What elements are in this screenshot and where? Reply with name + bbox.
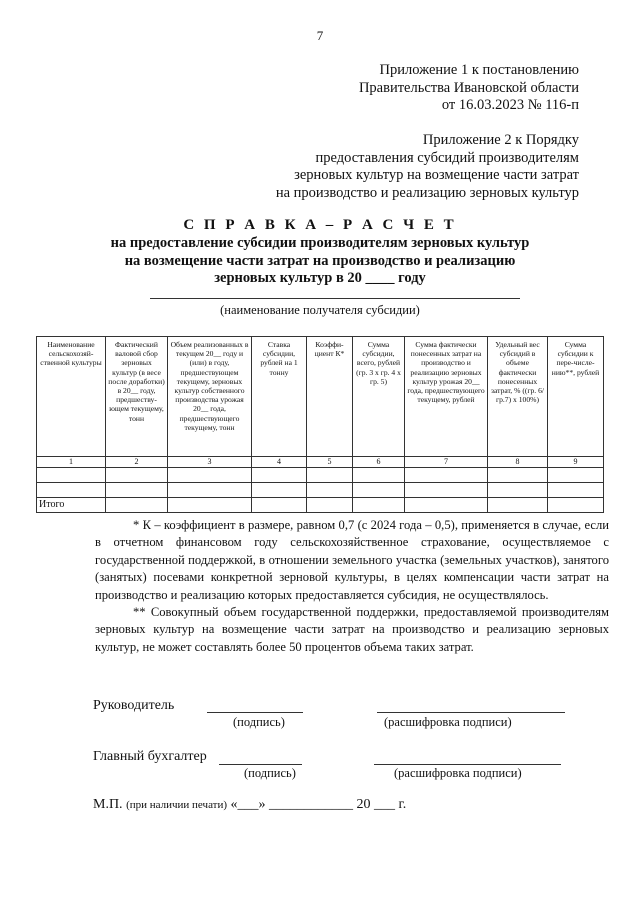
footnotes: [95, 517, 609, 656]
approval-line: от 16.03.2023 № 116-п: [441, 97, 579, 113]
accountant-decode-caption: (расшифровка подписи): [394, 766, 522, 780]
accountant-decode-field[interactable]: [374, 764, 561, 765]
table-cell[interactable]: [106, 483, 168, 498]
table-cell[interactable]: [548, 468, 604, 483]
table-cell[interactable]: [488, 468, 548, 483]
footnote-total-support: ** Совокупный объем государственной поддержки, предоставляемой производителям зерновых культур на возмещение части затрат на производство и реализацию зерновых культур, не может составлять более 50 процентов объема таких затрат.: [95, 605, 609, 654]
header-crop-name: Наименование сельскохозяй-ственной культуры: [37, 337, 106, 457]
recipient-caption: (наименование получателя субсидии): [220, 303, 420, 317]
table-cell[interactable]: [252, 498, 307, 513]
head-decode-field[interactable]: [377, 712, 565, 713]
recipient-name-field[interactable]: [150, 298, 520, 299]
table-cell[interactable]: [252, 468, 307, 483]
table-cell[interactable]: [37, 468, 106, 483]
table-cell[interactable]: [307, 498, 353, 513]
title-main: С П Р А В К А – Р А С Ч Е Т: [183, 217, 457, 233]
table-cell[interactable]: [168, 498, 252, 513]
table-cell[interactable]: [353, 483, 405, 498]
column-number: 9: [548, 457, 604, 468]
header-share-percent: Удельный вес субсидий в объеме фактически понесенных затрат, % ((гр. 6/ гр.7) х 100%): [488, 337, 548, 457]
head-decode-caption: (расшифровка подписи): [384, 715, 512, 729]
header-sold-volume: Объем реализованных в текущем 20__ году и (или) в году, предшествующем текущему, зерновых культур собственного производства урожая 20__ года, предшествующего текущему, тонн: [168, 337, 252, 457]
column-number: 1: [37, 457, 106, 468]
accountant-signature-caption: (подпись): [244, 766, 296, 780]
stamp-note: (при наличии печати): [126, 799, 228, 811]
approval-block-1: [359, 62, 579, 115]
column-number: 8: [488, 457, 548, 468]
column-number: 2: [106, 457, 168, 468]
header-actual-costs: Сумма фактически понесенных затрат на производство и реализацию зерновых культур урожая 20__ года, предшествующего текущему, рублей: [405, 337, 488, 457]
table-total-row: [37, 498, 604, 513]
title-line: на предоставление субсидии производителям зерновых культур: [110, 235, 530, 251]
head-signature-field[interactable]: [207, 712, 303, 713]
table-cell[interactable]: [405, 498, 488, 513]
title-line: на возмещение части затрат на производство и реализацию: [124, 252, 516, 269]
header-subsidy-rate: Ставка субсидии, рублей на 1 тонну: [252, 337, 307, 457]
table-cell[interactable]: [405, 468, 488, 483]
approval-line: предоставления субсидий производителям: [315, 149, 579, 166]
table-header-row: [37, 337, 604, 457]
table-cell[interactable]: [405, 483, 488, 498]
table-row: [37, 483, 604, 498]
table-cell[interactable]: [106, 498, 168, 513]
column-number: 3: [168, 457, 252, 468]
table-cell[interactable]: [353, 468, 405, 483]
approval-line: Приложение 2 к Порядку: [422, 132, 579, 148]
table-cell[interactable]: [168, 468, 252, 483]
footnote-coefficient: * К – коэффициент в размере, равном 0,7 (с 2024 года – 0,5), применяется в случае, если в отчетном финансовом году сельскохозяйственное страхование, осуществляемое с государственной поддержкой, в отношении земельного участка (земельных участков), занятого (занятых) посевами конкретной зерновой культуры, в целях компенсации части затрат на производство и реализацию которых предоставляется субсидия, не осуществлялось.: [95, 518, 609, 602]
table-row: [37, 468, 604, 483]
column-number: 7: [405, 457, 488, 468]
stamp-prefix: М.П.: [93, 797, 123, 812]
table-cell[interactable]: [488, 498, 548, 513]
date-field[interactable]: «___» ____________ 20 ___ г.: [230, 797, 407, 812]
total-label: Итого: [37, 498, 106, 513]
approval-line: зерновых культур на возмещение части затрат: [294, 167, 579, 183]
header-coefficient: Коэффи-циент К*: [307, 337, 353, 457]
accountant-signature-field[interactable]: [219, 764, 302, 765]
header-subsidy-total: Сумма субсидии, всего, рублей (гр. 3 х гр. 4 х гр. 5): [353, 337, 405, 457]
header-gross-harvest: Фактический валовой сбор зерновых культур (в весе после доработки) в 20__ году, предшеству-ющем текущему, тонн: [106, 337, 168, 457]
table-cell[interactable]: [548, 483, 604, 498]
table-cell[interactable]: [353, 498, 405, 513]
title-line: зерновых культур в 20 ____ году: [214, 270, 426, 286]
page-number: 7: [316, 28, 324, 43]
approval-block-2: [276, 132, 579, 202]
header-subsidy-transfer: Сумма субсидии к пере-числе-нию**, рублей: [548, 337, 604, 457]
column-number: 5: [307, 457, 353, 468]
table-cell[interactable]: [307, 468, 353, 483]
approval-line: Правительства Ивановской области: [358, 79, 579, 96]
head-signature-caption: (подпись): [233, 715, 285, 729]
table-cell[interactable]: [548, 498, 604, 513]
approval-line: Приложение 1 к постановлению: [379, 62, 579, 78]
table-cell[interactable]: [252, 483, 307, 498]
accountant-label: Главный бухгалтер: [93, 749, 207, 764]
table-cell[interactable]: [307, 483, 353, 498]
column-number: 4: [252, 457, 307, 468]
table-cell[interactable]: [488, 483, 548, 498]
head-label: Руководитель: [93, 698, 175, 713]
table-cell[interactable]: [37, 483, 106, 498]
table-cell[interactable]: [168, 483, 252, 498]
document-title: [0, 216, 640, 288]
calculation-table: [36, 336, 604, 513]
column-number-row: [37, 457, 604, 468]
column-number: 6: [353, 457, 405, 468]
approval-line: на производство и реализацию зерновых культур: [275, 184, 579, 201]
stamp-date-line: [93, 797, 406, 813]
table-cell[interactable]: [106, 468, 168, 483]
